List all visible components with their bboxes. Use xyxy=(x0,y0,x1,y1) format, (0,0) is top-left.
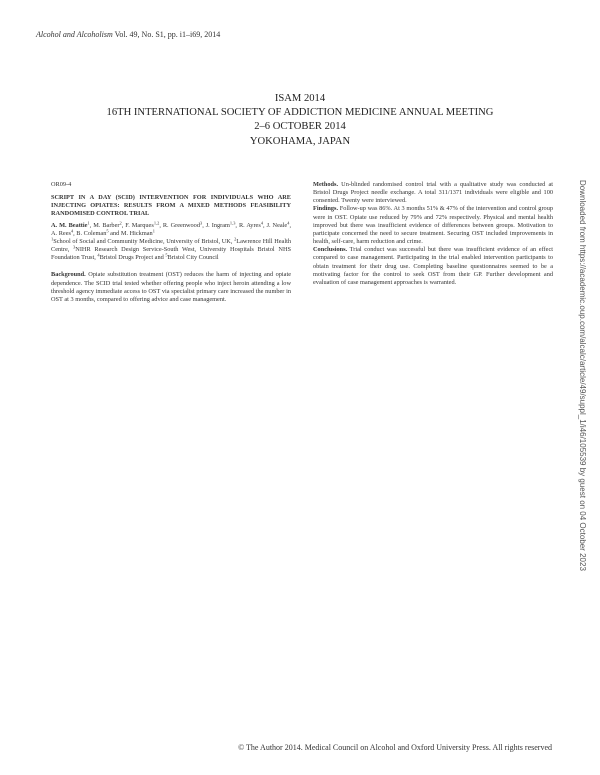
author-affiliation-mark: 1,3 xyxy=(229,220,236,226)
author-separator: , xyxy=(159,221,163,229)
author-affiliation-mark: 1 xyxy=(152,228,155,234)
conference-name: ISAM 2014 xyxy=(274,93,326,104)
affiliation-mark: 3 xyxy=(73,244,76,250)
findings-label: Findings. xyxy=(313,205,339,213)
author-affiliation-mark: 5 xyxy=(106,228,109,234)
affiliation-mark: 1 xyxy=(51,236,54,242)
right-column xyxy=(313,181,553,287)
affiliation-text: Bristol City Council xyxy=(167,254,219,262)
affiliation-mark: 4 xyxy=(97,252,100,258)
journal-volume: Vol. 49, No. S1, pp. i1–i69, 2014 xyxy=(112,30,221,39)
findings-paragraph xyxy=(313,205,553,246)
author-affiliation-mark: 4 xyxy=(70,228,74,234)
background-label: Background. xyxy=(51,271,86,279)
author-separator: , xyxy=(235,221,239,229)
author-name: M. Barber xyxy=(93,221,120,229)
author-separator: , xyxy=(89,221,94,229)
author-affiliation-mark: 1,2 xyxy=(153,220,160,226)
conference-title: 16TH INTERNATIONAL SOCIETY OF ADDICTION MEDICINE ANNUAL MEETING xyxy=(106,107,494,119)
author-affiliation-mark: 3 xyxy=(199,220,203,226)
author-name: F. Marques xyxy=(125,221,154,229)
affiliation-mark: 5 xyxy=(165,252,168,258)
methods-text: Un-blinded randomised control trial with a qualitative study was conducted at Bristol Drugs Project needle exchange. A total 311/1371 individuals were eligible and 100 consented. Twenty were interviewed. xyxy=(313,181,553,205)
background-text: Opiate substitution treatment (OST) reduces the harm of injecting and opiate dependence. The SCID trial tested whether offering people who inject heroin attending a low threshold agency immediate access to OST via specialist primary care increased the number in OST at 3 months, compared to offering advice and case management. xyxy=(51,271,291,303)
author-name: M. Hickman xyxy=(120,229,153,237)
author-name: J. Neale xyxy=(266,221,288,229)
conference-heading xyxy=(40,92,560,149)
author-name: B. Coleman xyxy=(76,229,107,237)
affiliation-text: Lawrence Hill Health Centre, xyxy=(51,237,291,254)
conclusions-text: Trial conduct was successful but there was insufficient evidence of an effect compared to case management. Participating in the trial enabled intervention participants to obtain treatment for their drug use. Completing baseline questionnaires seemed to be a motivating factor for the control to seek OST from their GP. Further development and evaluation of case management approaches is warranted. xyxy=(313,246,553,286)
author-name: R. Greenwood xyxy=(162,221,200,229)
author-list xyxy=(51,222,291,238)
affiliation-mark: 2 xyxy=(234,236,237,242)
affiliation-list xyxy=(51,238,291,262)
methods-label: Methods. xyxy=(313,181,339,188)
author-separator: and xyxy=(108,229,121,237)
conference-location: YOKOHAMA, JAPAN xyxy=(249,135,351,147)
affiliation-text: School of Social and Community Medicine, University of Bristol, UK, xyxy=(53,237,235,245)
methods-paragraph xyxy=(313,181,553,205)
author-affiliation-mark: 1 xyxy=(87,220,90,226)
journal-citation xyxy=(36,30,220,39)
author-affiliation-mark: 2 xyxy=(119,220,122,226)
affiliation-text: Bristol Drugs Project and xyxy=(99,254,166,262)
conclusions-paragraph xyxy=(313,246,553,287)
affiliation-text: NIHR Research Design Service-South West, University Hospitals Bristol NHS Foundation Trust, xyxy=(51,246,291,262)
author-name: A. Rees xyxy=(51,229,71,237)
left-column xyxy=(51,181,291,304)
author-separator: , xyxy=(202,221,206,229)
conclusions-label: Conclusions. xyxy=(313,246,348,254)
abstract-title: SCRIPT IN A DAY (SCID) INTERVENTION FOR INDIVIDUALS WHO ARE INJECTING OPIATES: RESULTS FROM A MIXED METHODS FEASIBILITY RANDOMISED CONTROL TRIAL xyxy=(51,194,291,218)
author-affiliation-mark: 4 xyxy=(287,220,290,226)
author-name: R. Ayres xyxy=(238,221,261,229)
conference-dates: 2–6 OCTOBER 2014 xyxy=(254,121,346,133)
copyright-notice: © The Author 2014. Medical Council on Alcohol and Oxford University Press. All rights reserved xyxy=(238,743,552,752)
background-paragraph xyxy=(51,271,291,304)
download-notice: Downloaded from https://academic.oup.com/alcalc/article/49/suppl_1/i46/105539 by guest on 04 October 2023 xyxy=(578,180,587,571)
author-separator: , xyxy=(289,221,292,229)
author-separator: , xyxy=(121,221,126,229)
author-separator: , xyxy=(73,229,77,237)
journal-name: Alcohol and Alcoholism xyxy=(36,30,113,39)
author-separator: , xyxy=(263,221,267,229)
author-name: A. M. Beattie xyxy=(51,221,88,229)
author-affiliation-mark: 4 xyxy=(260,220,264,226)
findings-text: Follow-up was 86%. At 3 months 51% & 47% of the intervention and control group were in OST. Opiate use reduced by 79% and 72% respectively. Physical and mental health improved but there was insufficient evidence of differences between groups. Motivation to participate concerned the need to secure treatment. Securing OST included improvements in health, self-care, harm reduction and crime. xyxy=(313,205,553,246)
author-name: J. Ingram xyxy=(205,221,230,229)
abstract-code: OR09-4 xyxy=(51,181,72,188)
